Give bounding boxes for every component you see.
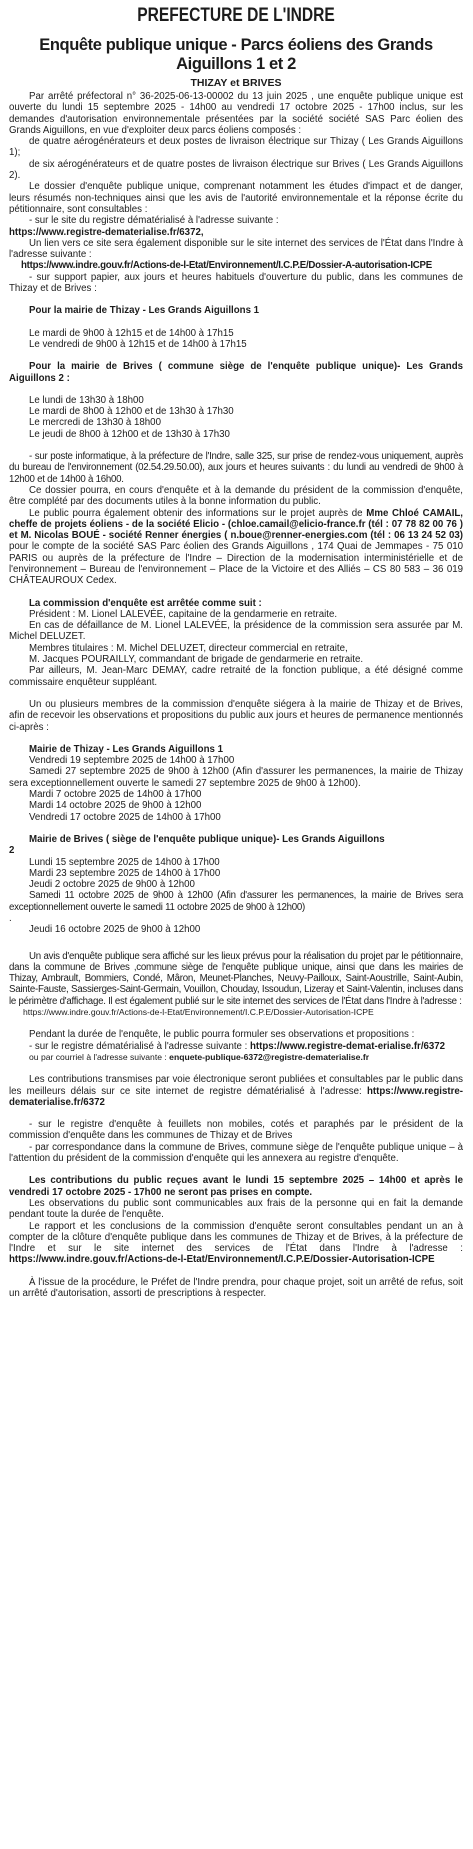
brives-permanence: Jeudi 16 octobre 2025 de 9h00 à 12h00 [29, 924, 201, 936]
email-address-link[interactable]: enquete-publique-6372@registre-dematerialise.fr [169, 1051, 370, 1062]
communes-subtitle: THIZAY et BRIVES [190, 77, 282, 89]
contacts-paragraph [9, 508, 463, 587]
brives-mairie-heading: Pour la mairie de Brives ( commune siège de l'enquête publique unique)- Les Grands Aiguillons 2 : [9, 361, 463, 384]
brives-hours-line: Le mercredi de 13h30 à 18h00 [29, 417, 161, 429]
publication-link[interactable]: https://www.registre-dematerialise.fr/6372 [9, 1085, 463, 1108]
brives-hours-line: Le jeudi de 8h00 à 12h00 et de 13h30 à 17h30 [29, 428, 230, 440]
thizay-mairie-heading: Pour la mairie de Thizay - Les Grands Aiguillons 1 [29, 305, 260, 317]
paper-register-paragraph: - sur le registre d'enquête à feuillets non mobiles, cotés et paraphés par le président de la commission d'enquête dans les communes de Thizay et de Brives [9, 1119, 463, 1142]
final-decision-paragraph: À l'issue de la procédure, le Préfet de l'Indre prendra, pour chaque projet, soit un arrêté de refus, soit un arrêté d'autorisation, assorti de prescriptions à respecter. [9, 1276, 463, 1300]
state-site-link[interactable]: https://www.indre.gouv.fr/Actions-de-l-Etat/Environnement/I.C.P.E/Dossier-A-autorisation-ICPE [21, 260, 432, 272]
email-observation-text: ou par courriel à l'adresse suivante : [29, 1051, 170, 1062]
thizay-hours-line: Le vendredi de 9h00 à 12h15 et de 14h00 à 17h15 [29, 338, 247, 350]
thizay-permanences-heading: Mairie de Thizay - Les Grands Aiguillons 1 [29, 743, 223, 755]
thizay-permanence: Vendredi 17 octobre 2025 de 14h00 à 17h00 [29, 811, 221, 823]
permanences-intro: Un ou plusieurs membres de la commission d'enquête siégera à la mairie de Thizay et de Brives, afin de recevoir les observations et propositions du public aux jours et heures de permanence mentionnés ci-après : [9, 698, 463, 733]
registry-observation-link[interactable]: https://www.registre-demat-erialise.fr/6372 [250, 1040, 446, 1052]
brives-permanences-heading-number: 2 [9, 845, 15, 857]
brives-permanence: Mardi 23 septembre 2025 de 14h00 à 17h00 [29, 867, 221, 879]
commission-line: Par ailleurs, M. Jean-Marc DEMAY, cadre retraité de la fonction publique, a été désigné comme commissaire enquêteur suppléant. [9, 665, 463, 688]
thizay-permanence: Samedi 27 septembre 2025 de 9h00 à 12h00 (Afin d'assurer les permanences, la mairie de Thizay sera exceptionnellement ouverte le samedi 27 septembre 2025 de 9h00 à 12h00). [9, 766, 463, 789]
thizay-park-description: de quatre aérogénérateurs et deux postes de livraison électrique sur Thizay ( Les Grands Aiguillons 1); [9, 136, 463, 159]
registry-observation-text: - sur le registre dématérialisé à l'adresse suivante : [29, 1040, 250, 1052]
commission-line: Membres titulaires : M. Michel DELUZET, directeur commercial en retraite, [29, 642, 348, 654]
observations-intro: Pendant la durée de l'enquête, le public pourra formuler ses observations et propositions : [29, 1029, 415, 1041]
email-observation [9, 1052, 463, 1063]
notice-title: Enquête publique unique - Parcs éoliens des Grands Aiguillons 1 et 2 [39, 36, 433, 73]
commission-line: M. Jacques POURAILLY, commandant de brigade de gendarmerie en retraite. [29, 654, 364, 666]
thizay-hours-line: Le mardi de 9h00 à 12h15 et de 14h00 à 17h15 [29, 327, 234, 339]
brives-permanence: Jeudi 2 octobre 2025 de 9h00 à 12h00 [29, 879, 195, 891]
computer-access-paragraph: - sur poste informatique, à la préfecture de l'Indre, salle 325, sur prise de rendez-vous uniquement, auprès du bureau de l'environnement (02.54.29.50.00), aux jours et heures suivants : du lundi au vendredi de 9h00 à 12h00 et de 14h00 à 16h00. [9, 451, 463, 485]
brives-hours-line: Le mardi de 8h00 à 12h00 et de 13h30 à 17h30 [29, 406, 234, 418]
state-site-paragraph: Un lien vers ce site sera également disponible sur le site internet des services de l'État dans l'Indre à l'adresse suivante : [9, 237, 463, 261]
stray-dot: . [9, 913, 12, 924]
intro-paragraph: Par arrêté préfectoral n° 36-2025-06-13-00002 du 13 juin 2025 , une enquête publique unique est ouverte du lundi 15 septembre 2025 - 14h00 au vendredi 17 octobre 2025 - 17h00 inclus, sur les demandes d'autorisation environnementale présentées par la société société SAS Parc éolien des Grands Aiguillons, en vue d'exploiter deux parcs éoliens composés : [9, 91, 463, 136]
publication-text: Les contributions transmises par voie électronique seront publiées et consultables par le public dans les meilleurs délais sur ce site internet de registre dématérialisé à l'adresse: [9, 1074, 463, 1097]
dossier-completion-paragraph: Ce dossier pourra, en cours d'enquête et à la demande du président de la commission d'enquête, être complété par des documents utiles à la bonne information du public. [9, 484, 463, 508]
affichage-paragraph: Un avis d'enquête publique sera affiché sur les lieux prévus pour la réalisation du projet par le pétitionnaire, dans la commune de Brives ,commune siège de l'enquête publique unique, ainsi que dans les mairies de Thizay, Ambrault, Bommiers, Condé, Mâron, Meunet-Planches, Neuvy-Pailloux, Saint-Aoustrille, Saint-Aubin, Sainte-Fauste, Sassierges-Saint-Germain, Vouillon, Chouday, Issoudun, Lizeray et Saint-Valentin, incluses dans le périmètre d'affichage. Il est également publié sur le site internet des services de l'État dans l'Indre à l'adresse : [9, 950, 463, 1007]
deadline-notice: Les contributions du public reçues avant le lundi 15 septembre 2025 – 14h00 et après le vendredi 17 octobre 2025 - 17h00 ne seront pas prises en compte. [9, 1175, 463, 1198]
brives-permanences-heading: Mairie de Brives ( siège de l'enquête publique unique)- Les Grands Aiguillons [29, 833, 385, 845]
registry-link[interactable]: https://www.registre-dematerialise.fr/6372, [9, 226, 204, 238]
paper-support-paragraph: - sur support papier, aux jours et heures habituels d'ouverture du public, dans les communes de Thizay et de Brives : [9, 271, 463, 295]
contacts-address: pour le compte de la société SAS Parc éolien des Grands Aiguillons , 174 Quai de Jemmapes - 75 010 PARIS ou auprès de la préfecture de l'Indre – Direction de la modernisation interministérielle et de l'environnement – Bureau de l'environnement – Place de la Victoire et des Alliés – CS 80 583 – 36 019 CHÂTEAUROUX Cedex. [9, 541, 463, 587]
thizay-permanence: Mardi 14 octobre 2025 de 9h00 à 12h00 [29, 800, 202, 812]
thizay-permanence: Vendredi 19 septembre 2025 de 14h00 à 17h00 [29, 755, 235, 767]
prefecture-heading: PREFECTURE DE L'INDRE [137, 5, 335, 26]
registry-observation [9, 1041, 463, 1052]
contacts-intro: Le public pourra également obtenir des informations sur le projet auprès de [29, 507, 367, 519]
publication-paragraph [9, 1074, 463, 1108]
dossier-paragraph: Le dossier d'enquête publique unique, comprenant notamment les études d'impact et de danger, leurs résumés non-techniques ainsi que les avis de l'autorité environnementale et la réponse écrite du pétitionnaire, sont consultables : [9, 181, 463, 215]
affichage-link[interactable]: https://www.indre.gouv.fr/Actions-de-l-Etat/Environnement/I.C.P.E/Dossier-Autorisation-ICPE [23, 1007, 374, 1018]
mail-correspondence-paragraph: - par correspondance dans la commune de Brives, commune siège de l'enquête publique unique – à l'attention du président de la commission d'enquête qui les annexera au registre d'enquête. [9, 1141, 463, 1165]
brives-hours-line: Le lundi de 13h30 à 18h00 [29, 394, 144, 406]
report-text: Le rapport et les conclusions de la commission d'enquête seront consultables pendant un an à compter de la clôture d'enquête publique dans les communes de Thizay et de Brives, à la préfecture de l'Indre et sur le site internet des services de l'État dans l'Indre à l'adresse : [9, 1220, 463, 1255]
registry-line: - sur le site du registre dématérialisé à l'adresse suivante : [29, 215, 279, 227]
brives-permanence: Samedi 11 octobre 2025 de 9h00 à 12h00 (Afin d'assurer les permanences, la mairie de Brives sera exceptionnellement ouverte le samedi 11 octobre 2025 de 9h00 à 12h00) [9, 890, 463, 913]
commission-line: Président : M. Lionel LALEVÉE, capitaine de la gendarmerie en retraite. [29, 608, 338, 620]
report-link[interactable]: https://www.indre.gouv.fr/Actions-de-l-Etat/Environnement/I.C.P.E/Dossier-Autorisation-ICPE [9, 1254, 435, 1266]
project-contacts: Mme Chloé CAMAIL, cheffe de projets éoliens - de la société Elicio - (chloe.camail@elicio-france.fr (tél : 07 78 82 00 76 ) et M. Nicolas BOUÉ - société Renner énergies ( n.boue@renner-energies.com (tél : 06 13 24 52 03) [9, 507, 463, 542]
commission-line: En cas de défaillance de M. Lionel LALEVÉE, la présidence de la commission sera assurée par M. Michel DELUZET. [9, 620, 463, 643]
costs-paragraph: Les observations du public sont communicables aux frais de la personne qui en fait la demande pendant toute la durée de l'enquête. [9, 1197, 463, 1221]
brives-park-description: de six aérogénérateurs et de quatre postes de livraison électrique sur Brives ( Les Grands Aiguillons 2). [9, 158, 463, 182]
report-paragraph [9, 1221, 463, 1266]
commission-heading: La commission d'enquête est arrêtée comme suit : [29, 597, 262, 609]
brives-permanence: Lundi 15 septembre 2025 de 14h00 à 17h00 [29, 856, 220, 868]
thizay-permanence: Mardi 7 octobre 2025 de 14h00 à 17h00 [29, 789, 202, 801]
